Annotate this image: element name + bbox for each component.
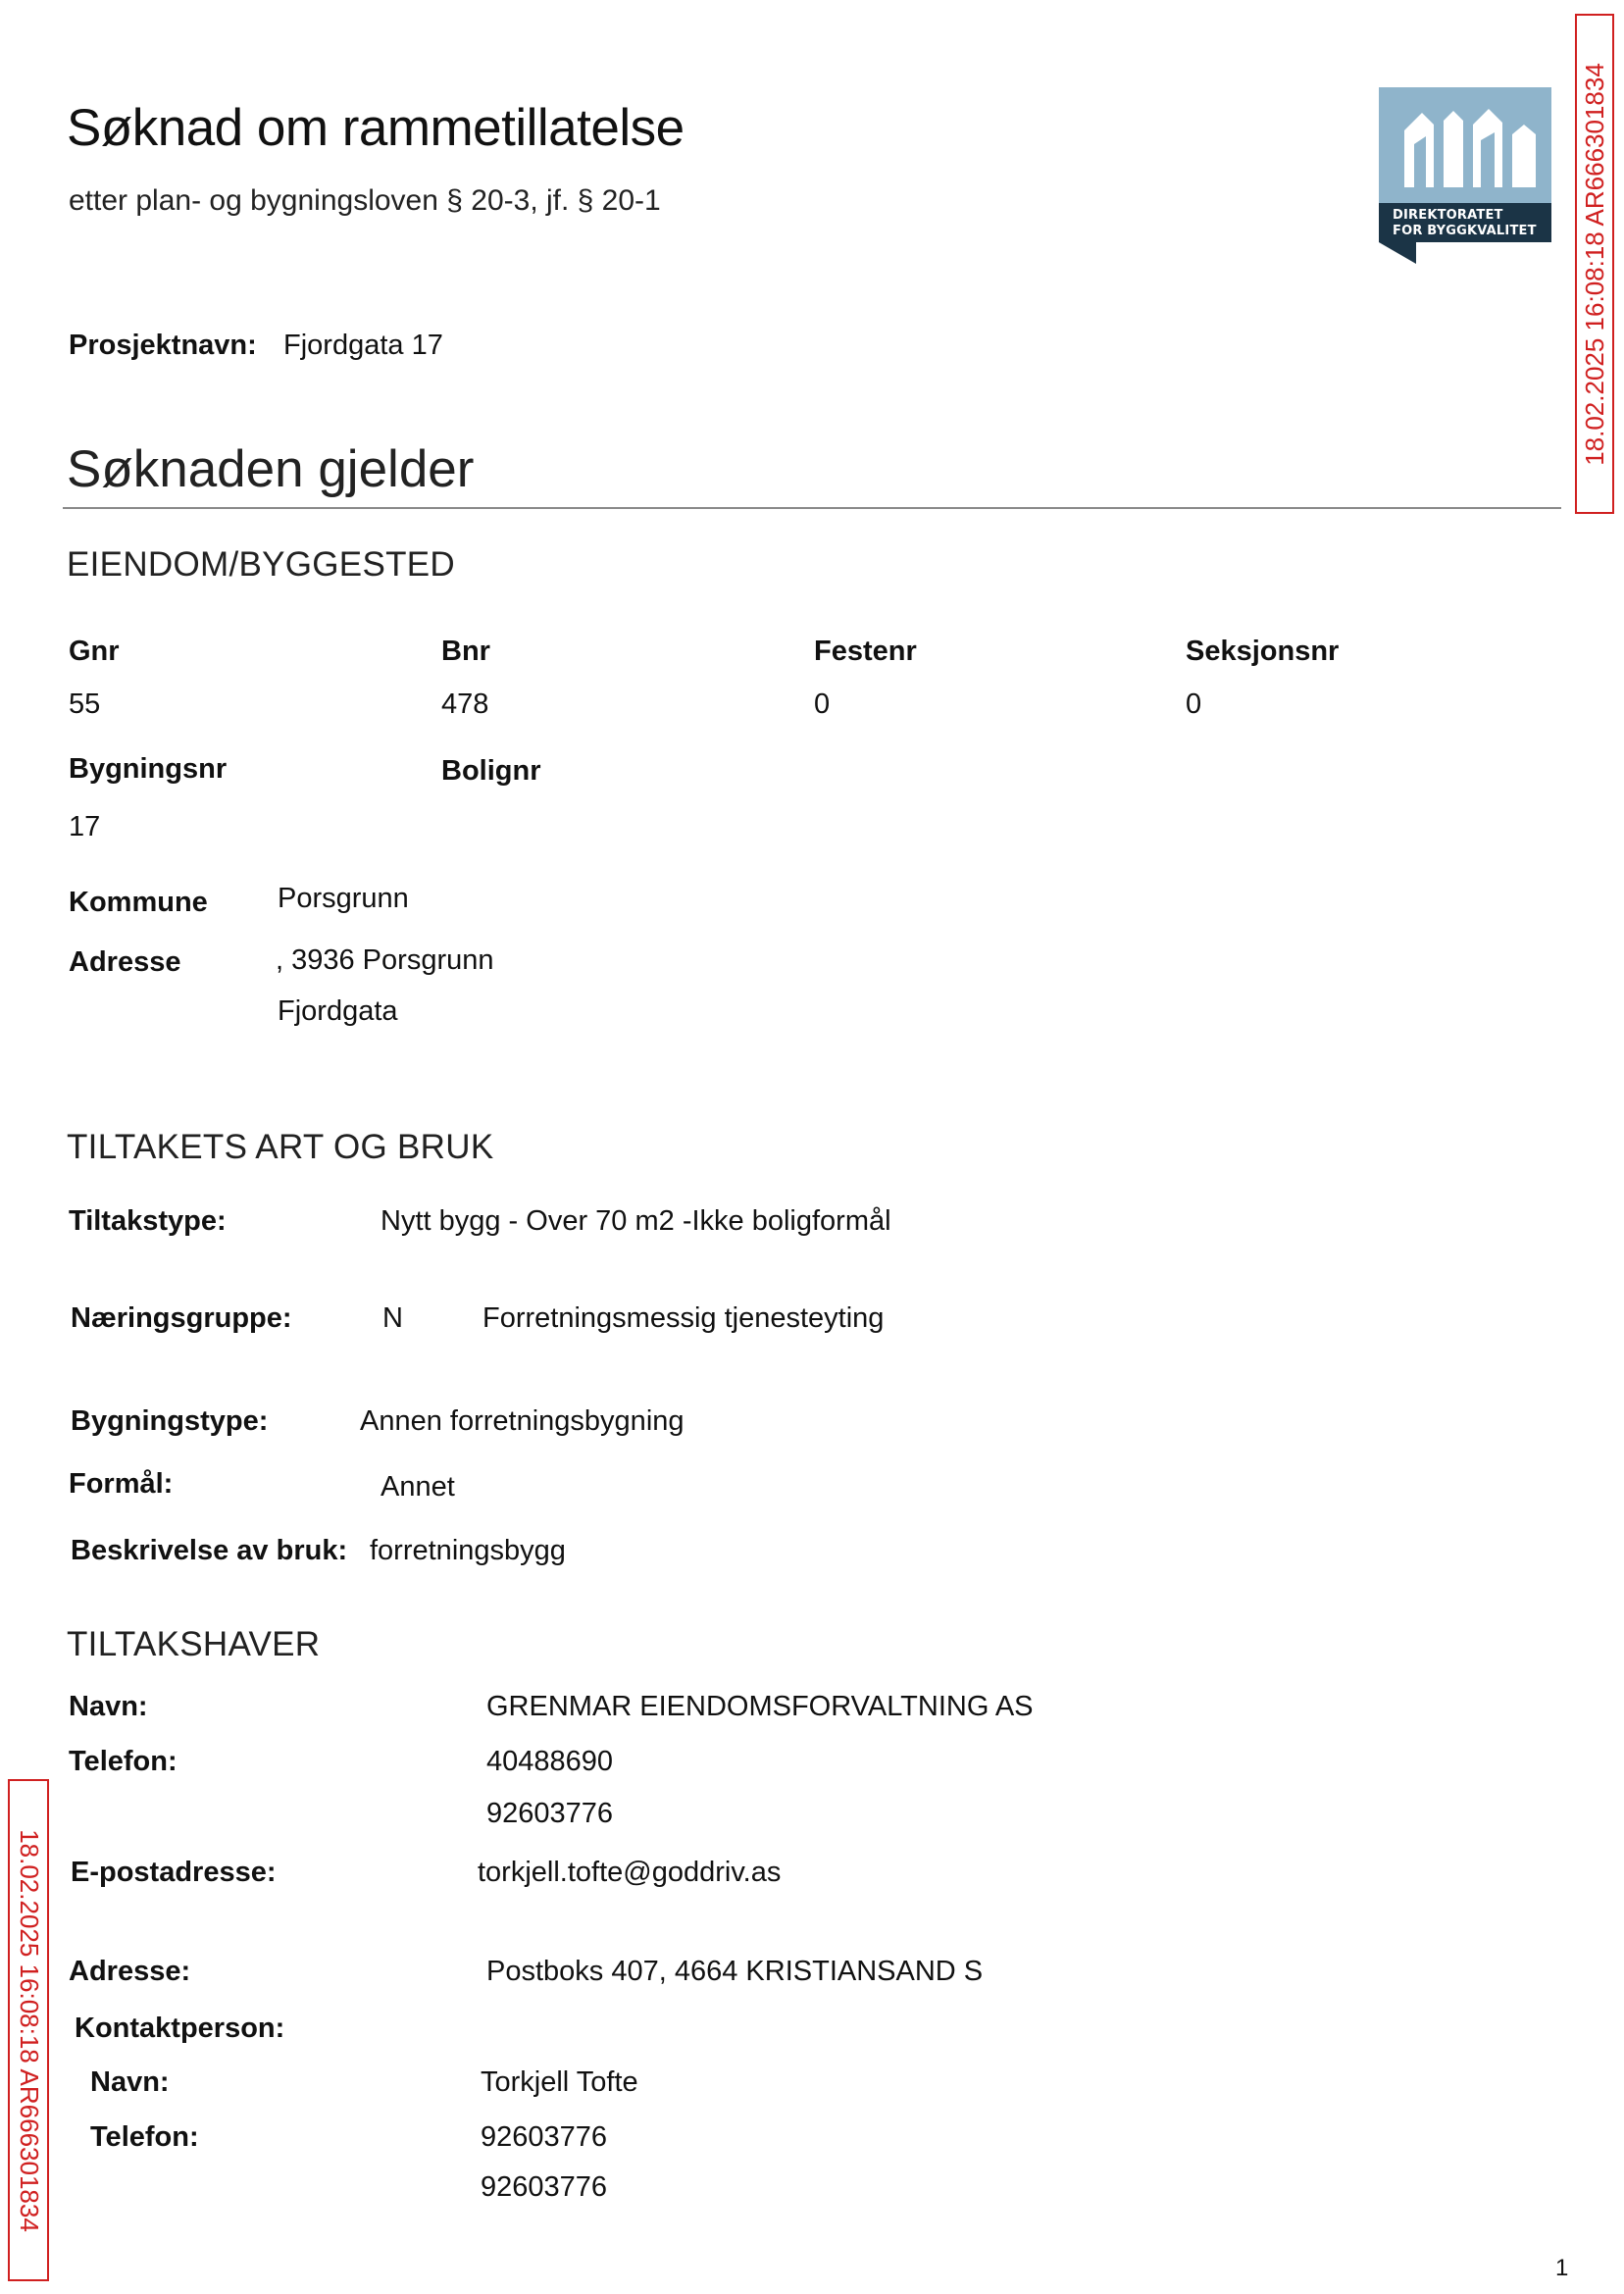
project-name-label: Prosjektnavn:: [69, 330, 257, 361]
naeringsgruppe-code: N: [382, 1302, 403, 1334]
logo-text-line1: DIREKTORATET: [1393, 208, 1503, 223]
kommune-value: Porsgrunn: [278, 883, 409, 914]
kontaktperson-telefon-label: Telefon:: [90, 2121, 199, 2153]
tiltakshaver-telefon-label: Telefon:: [69, 1746, 178, 1777]
seksjonsnr-value: 0: [1186, 688, 1202, 720]
formal-value: Annet: [381, 1471, 455, 1503]
kontaktperson-navn-value: Torkjell Tofte: [481, 2066, 638, 2098]
tiltakshaver-navn-value: GRENMAR EIENDOMSFORVALTNING AS: [486, 1691, 1034, 1722]
document-title: Søknad om rammetillatelse: [67, 99, 685, 157]
bygningsnr-label: Bygningsnr: [69, 753, 228, 785]
section-title: Søknaden gjelder: [67, 440, 475, 498]
festenr-value: 0: [814, 688, 831, 720]
tiltak-heading: TILTAKETS ART OG BRUK: [67, 1128, 494, 1166]
property-heading: EIENDOM/BYGGESTED: [67, 545, 455, 584]
kontaktperson-navn-label: Navn:: [90, 2066, 170, 2098]
kommune-label: Kommune: [69, 887, 208, 918]
bnr-value: 478: [441, 688, 489, 720]
date-stamp-left: [8, 1779, 49, 2281]
project-name-value: Fjordgata 17: [283, 330, 443, 361]
bygningstype-value: Annen forretningsbygning: [360, 1405, 685, 1437]
page-number: 1: [1555, 2255, 1569, 2281]
tiltakshaver-navn-label: Navn:: [69, 1691, 148, 1722]
seksjonsnr-label: Seksjonsnr: [1186, 636, 1340, 667]
adresse-label: Adresse: [69, 946, 181, 978]
tiltakshaver-epost-value: torkjell.tofte@goddriv.as: [478, 1857, 782, 1888]
bygningstype-label: Bygningstype:: [71, 1405, 269, 1437]
tiltakstype-value: Nytt bygg - Over 70 m2 -Ikke boligformål: [381, 1205, 891, 1237]
kontaktperson-telefon1: 92603776: [481, 2121, 608, 2153]
building-logo-icon: [1393, 101, 1540, 191]
gnr-value: 55: [69, 688, 101, 720]
tiltakshaver-adresse-label: Adresse:: [69, 1956, 191, 1987]
bolignr-label: Bolignr: [441, 755, 541, 787]
naeringsgruppe-value: Forretningsmessig tjenesteyting: [482, 1302, 885, 1334]
tiltakshaver-telefon2: 92603776: [486, 1798, 614, 1829]
tiltakshaver-telefon1: 40488690: [486, 1746, 614, 1777]
tiltakshaver-adresse-value: Postboks 407, 4664 KRISTIANSAND S: [486, 1956, 984, 1987]
festenr-label: Festenr: [814, 636, 917, 667]
logo-text-line2: FOR BYGGKVALITET: [1393, 224, 1537, 238]
tiltakshaver-heading: TILTAKSHAVER: [67, 1625, 321, 1663]
beskrivelse-label: Beskrivelse av bruk:: [71, 1535, 348, 1566]
tiltakshaver-epost-label: E-postadresse:: [71, 1857, 277, 1888]
document-subtitle: etter plan- og bygningsloven § 20-3, jf. § 20-1: [69, 184, 661, 217]
naeringsgruppe-label: Næringsgruppe:: [71, 1302, 292, 1334]
tiltakstype-label: Tiltakstype:: [69, 1205, 227, 1237]
date-stamp-text: 18.02.2025 16:08:18 AR666301834: [14, 1828, 44, 2232]
bnr-label: Bnr: [441, 636, 490, 667]
bygningsnr-value: 17: [69, 811, 101, 842]
date-stamp-top: [1575, 14, 1614, 514]
section-divider: [63, 507, 1561, 509]
gnr-label: Gnr: [69, 636, 120, 667]
beskrivelse-value: forretningsbygg: [370, 1535, 566, 1566]
kontaktperson-label: Kontaktperson:: [75, 2013, 285, 2044]
dibk-logo: [1379, 87, 1551, 276]
date-stamp-text: 18.02.2025 16:08:18 AR666301834: [1579, 62, 1609, 466]
formal-label: Formål:: [69, 1468, 174, 1500]
adresse-line2: Fjordgata: [278, 995, 398, 1027]
kontaktperson-telefon2: 92603776: [481, 2171, 608, 2203]
adresse-line1: , 3936 Porsgrunn: [276, 944, 494, 976]
